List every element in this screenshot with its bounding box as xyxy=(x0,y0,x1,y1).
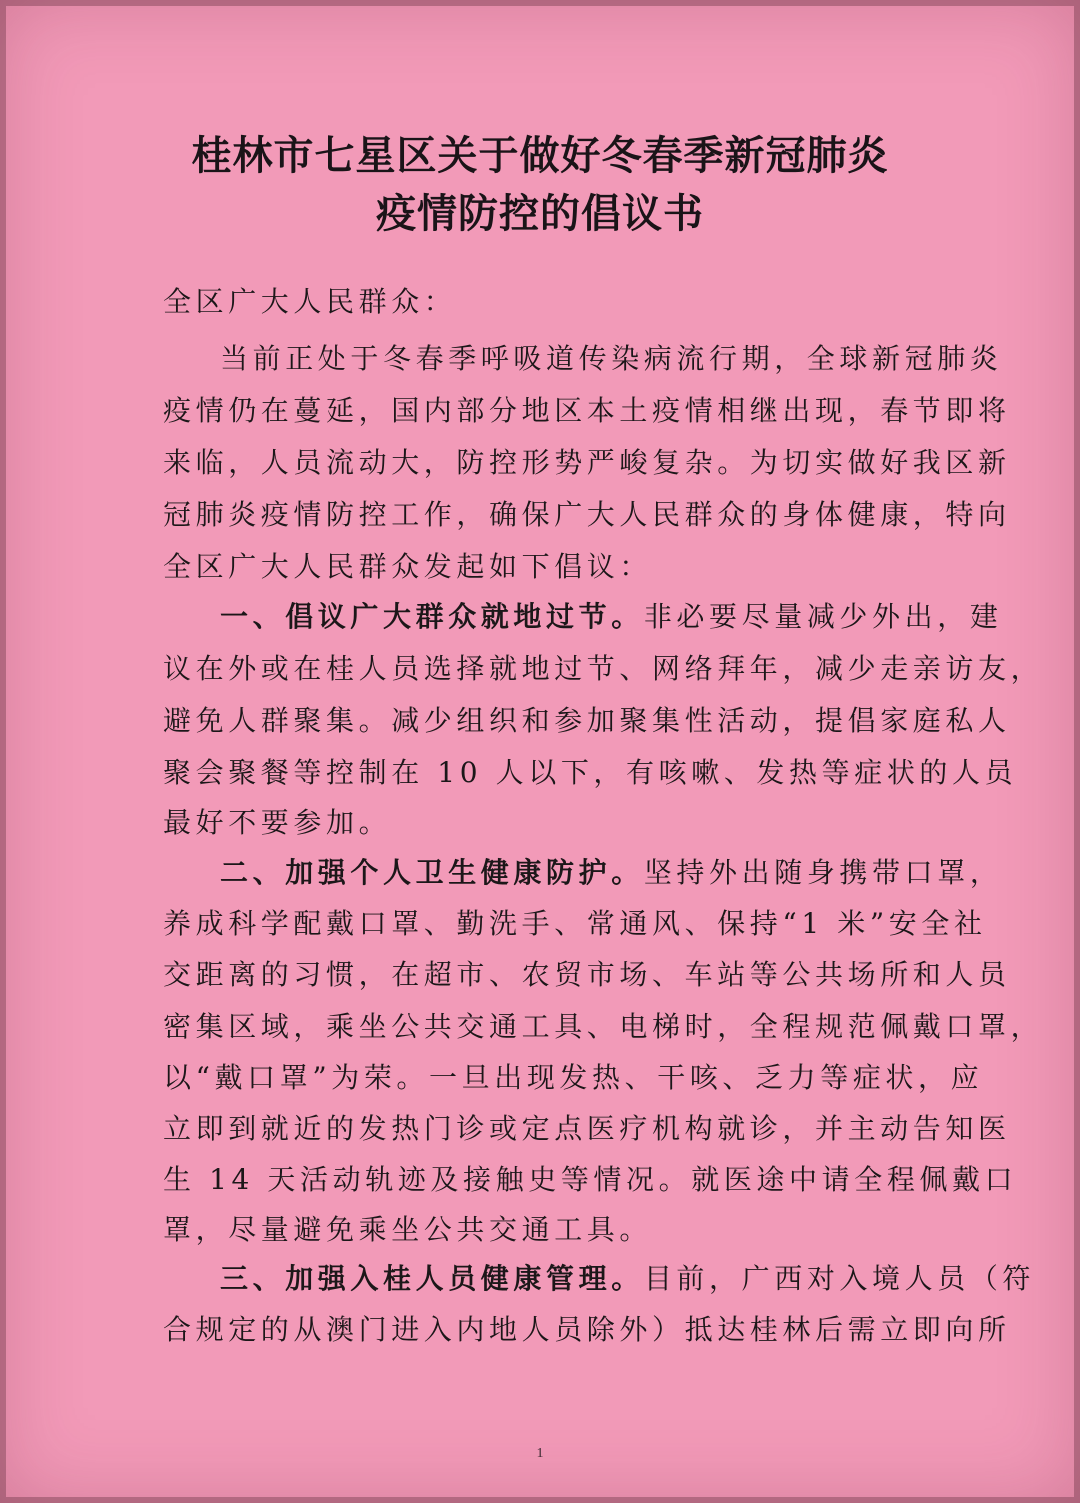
section-3-line: 合规定的从澳门进入内地人员除外）抵达桂林后需立即向所 xyxy=(163,1313,1011,1346)
document-title-line-1: 桂林市七星区关于做好冬春季新冠肺炎 xyxy=(191,132,889,179)
section-3-first-line-text: 目前，广西对入境人员（符 xyxy=(643,1262,1036,1295)
section-2-line: 养成科学配戴口罩、勤洗手、常通风、保持“1 米”安全社 xyxy=(163,907,987,940)
section-2-line: 生 14 天活动轨迹及接触史等情况。就医途中请全程佩戴口 xyxy=(163,1163,1018,1196)
section-2-line: 立即到就近的发热门诊或定点医疗机构就诊，并主动告知医 xyxy=(163,1112,1011,1145)
page-number: 1 xyxy=(536,1446,544,1461)
section-1-line: 最好不要参加。 xyxy=(163,806,392,839)
section-2-first-line xyxy=(220,856,1003,890)
document-title-line-2: 疫情防控的倡议书 xyxy=(376,190,704,237)
intro-line: 疫情仍在蔓延，国内部分地区本土疫情相继出现，春节即将 xyxy=(163,394,1011,427)
section-2-line: 密集区域，乘坐公共交通工具、电梯时，全程规范佩戴口罩， xyxy=(163,1010,1044,1043)
section-1-line: 聚会聚餐等控制在 10 人以下，有咳嗽、发热等症状的人员 xyxy=(163,756,1018,789)
section-1-line: 议在外或在桂人员选择就地过节、网络拜年，减少走亲访友， xyxy=(163,652,1044,685)
section-1-line: 避免人群聚集。减少组织和参加聚集性活动，提倡家庭私人 xyxy=(163,704,1011,737)
section-2-first-line-text: 坚持外出随身携带口罩， xyxy=(643,856,1003,889)
section-2-heading: 二、加强个人卫生健康防护。 xyxy=(220,856,644,889)
salutation: 全区广大人民群众： xyxy=(163,285,457,318)
section-3-first-line xyxy=(220,1262,1036,1296)
intro-line: 当前正处于冬春季呼吸道传染病流行期，全球新冠肺炎 xyxy=(220,342,1003,375)
section-1-heading: 一、倡议广大群众就地过节。 xyxy=(220,600,644,633)
section-2-line: 罩，尽量避免乘坐公共交通工具。 xyxy=(163,1213,653,1246)
section-3-heading: 三、加强入桂人员健康管理。 xyxy=(220,1262,644,1295)
section-1-first-line xyxy=(220,600,1003,634)
section-1-first-line-text: 非必要尽量减少外出，建 xyxy=(643,600,1003,633)
section-2-line: 以“戴口罩”为荣。一旦出现发热、干咳、乏力等症状，应 xyxy=(163,1061,984,1094)
intro-line: 全区广大人民群众发起如下倡议： xyxy=(163,550,653,583)
intro-line: 来临，人员流动大，防控形势严峻复杂。为切实做好我区新 xyxy=(163,446,1011,479)
intro-line: 冠肺炎疫情防控工作，确保广大人民群众的身体健康，特向 xyxy=(163,498,1011,531)
section-2-line: 交距离的习惯，在超市、农贸市场、车站等公共场所和人员 xyxy=(163,958,1011,991)
